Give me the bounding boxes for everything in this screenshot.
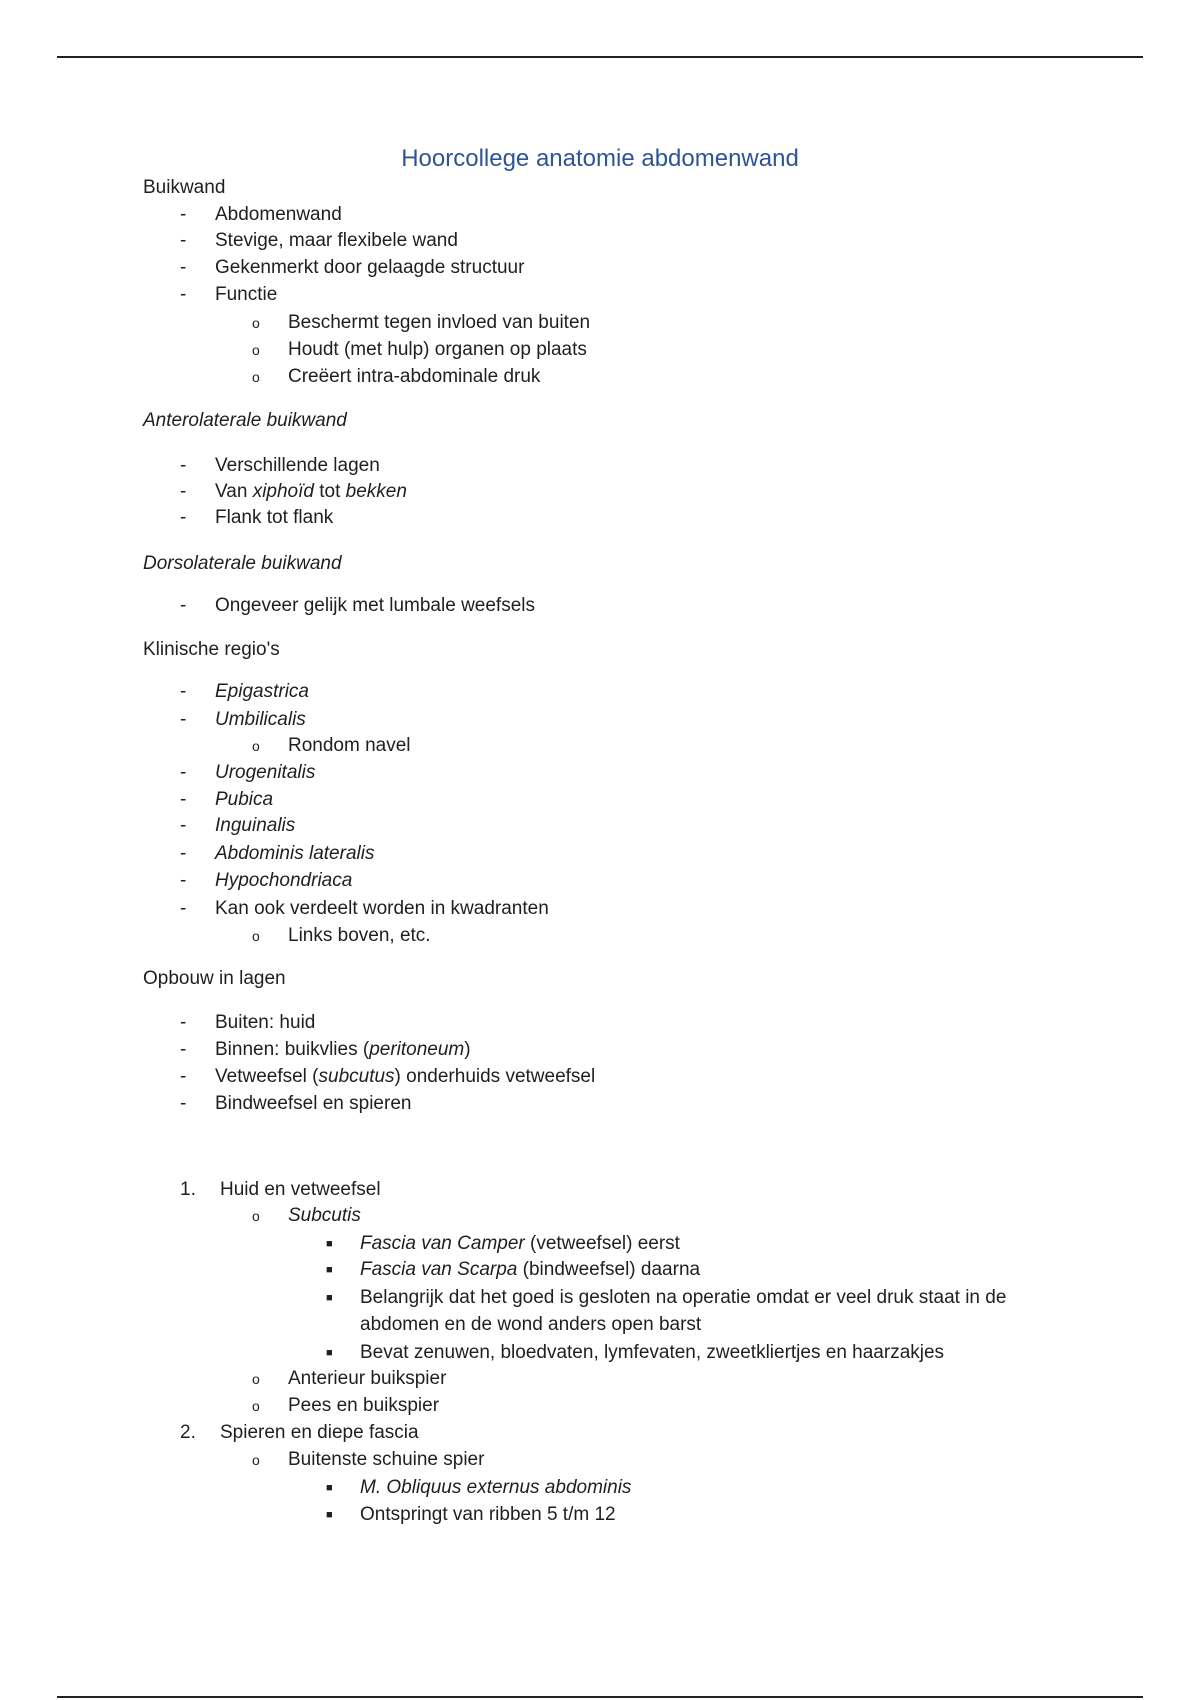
list-item: Beschermt tegen invloed van buiten xyxy=(288,312,591,333)
dash-bullet: - xyxy=(180,230,187,251)
list-item: Gekenmerkt door gelaagde structuur xyxy=(215,257,525,278)
list-item: Pubica xyxy=(215,789,274,810)
list-number: 2. xyxy=(180,1422,196,1443)
list-item: Urogenitalis xyxy=(215,762,316,783)
section-heading-lagen: Opbouw in lagen xyxy=(143,968,286,989)
list-item: Van xiphoïd tot bekken xyxy=(215,481,407,502)
list-number: 1. xyxy=(180,1179,196,1200)
square-bullet-icon: ■ xyxy=(326,1482,333,1494)
square-bullet-icon: ■ xyxy=(326,1509,333,1521)
square-bullet-icon: ■ xyxy=(326,1238,333,1250)
dash-bullet: - xyxy=(180,1012,187,1033)
list-item: Belangrijk dat het goed is gesloten na operatie omdat er veel druk staat in de xyxy=(360,1287,1007,1308)
list-item: Verschillende lagen xyxy=(215,455,380,476)
dash-bullet: - xyxy=(180,815,187,836)
list-item: Abdomenwand xyxy=(215,204,342,225)
circle-bullet-icon: o xyxy=(252,1398,260,1414)
list-item: Stevige, maar flexibele wand xyxy=(215,230,458,251)
dash-bullet: - xyxy=(180,789,187,810)
numbered-item: Huid en vetweefsel xyxy=(220,1179,381,1200)
list-item: Subcutis xyxy=(288,1205,361,1226)
dash-bullet: - xyxy=(180,257,187,278)
header-rule xyxy=(57,56,1143,58)
list-item: M. Obliquus externus abdominis xyxy=(360,1477,632,1498)
dash-bullet: - xyxy=(180,1066,187,1087)
list-item: Creëert intra-abdominale druk xyxy=(288,366,541,387)
circle-bullet-icon: o xyxy=(252,1371,260,1387)
dash-bullet: - xyxy=(180,762,187,783)
list-item: Pees en buikspier xyxy=(288,1395,440,1416)
list-item: Flank tot flank xyxy=(215,507,334,528)
dash-bullet: - xyxy=(180,1093,187,1114)
section-heading-dorsolateral: Dorsolaterale buikwand xyxy=(143,553,342,574)
dash-bullet: - xyxy=(180,681,187,702)
footer-rule xyxy=(57,1696,1143,1698)
dash-bullet: - xyxy=(180,507,187,528)
list-item: Kan ook verdeelt worden in kwadranten xyxy=(215,898,549,919)
square-bullet-icon: ■ xyxy=(326,1347,333,1359)
dash-bullet: - xyxy=(180,843,187,864)
list-item: Bindweefsel en spieren xyxy=(215,1093,412,1114)
list-item: Rondom navel xyxy=(288,735,411,756)
dash-bullet: - xyxy=(180,284,187,305)
list-item: Fascia van Scarpa (bindweefsel) daarna xyxy=(360,1259,701,1280)
list-item: Bevat zenuwen, bloedvaten, lymfevaten, zweetkliertjes en haarzakjes xyxy=(360,1342,945,1363)
dash-bullet: - xyxy=(180,898,187,919)
dash-bullet: - xyxy=(180,1039,187,1060)
list-item: Binnen: buikvlies (peritoneum) xyxy=(215,1039,471,1060)
circle-bullet-icon: o xyxy=(252,369,260,385)
list-item: Fascia van Camper (vetweefsel) eerst xyxy=(360,1233,680,1254)
circle-bullet-icon: o xyxy=(252,342,260,358)
circle-bullet-icon: o xyxy=(252,738,260,754)
dash-bullet: - xyxy=(180,870,187,891)
list-item: Buiten: huid xyxy=(215,1012,316,1033)
numbered-item: Spieren en diepe fascia xyxy=(220,1422,419,1443)
dash-bullet: - xyxy=(180,455,187,476)
square-bullet-icon: ■ xyxy=(326,1264,333,1276)
dash-bullet: - xyxy=(180,481,187,502)
circle-bullet-icon: o xyxy=(252,315,260,331)
list-item: Ongeveer gelijk met lumbale weefsels xyxy=(215,595,535,616)
section-heading-buikwand: Buikwand xyxy=(143,177,226,198)
list-item: Ontspringt van ribben 5 t/m 12 xyxy=(360,1504,616,1525)
square-bullet-icon: ■ xyxy=(326,1292,333,1304)
list-item: Umbilicalis xyxy=(215,709,306,730)
list-item-continuation: abdomen en de wond anders open barst xyxy=(360,1314,702,1335)
document-title: Hoorcollege anatomie abdomenwand xyxy=(401,145,799,172)
dash-bullet: - xyxy=(180,709,187,730)
list-item: Abdominis lateralis xyxy=(215,843,375,864)
section-heading-regios: Klinische regio's xyxy=(143,639,280,660)
list-item: Buitenste schuine spier xyxy=(288,1449,485,1470)
circle-bullet-icon: o xyxy=(252,928,260,944)
dash-bullet: - xyxy=(180,595,187,616)
list-item: Vetweefsel (subcutus) onderhuids vetweefsel xyxy=(215,1066,596,1087)
list-item: Functie xyxy=(215,284,278,305)
list-item: Hypochondriaca xyxy=(215,870,353,891)
list-item: Epigastrica xyxy=(215,681,309,702)
dash-bullet: - xyxy=(180,204,187,225)
list-item: Inguinalis xyxy=(215,815,296,836)
section-heading-anterolateral: Anterolaterale buikwand xyxy=(143,410,347,431)
circle-bullet-icon: o xyxy=(252,1452,260,1468)
list-item: Anterieur buikspier xyxy=(288,1368,447,1389)
list-item: Houdt (met hulp) organen op plaats xyxy=(288,339,587,360)
circle-bullet-icon: o xyxy=(252,1208,260,1224)
list-item: Links boven, etc. xyxy=(288,925,431,946)
